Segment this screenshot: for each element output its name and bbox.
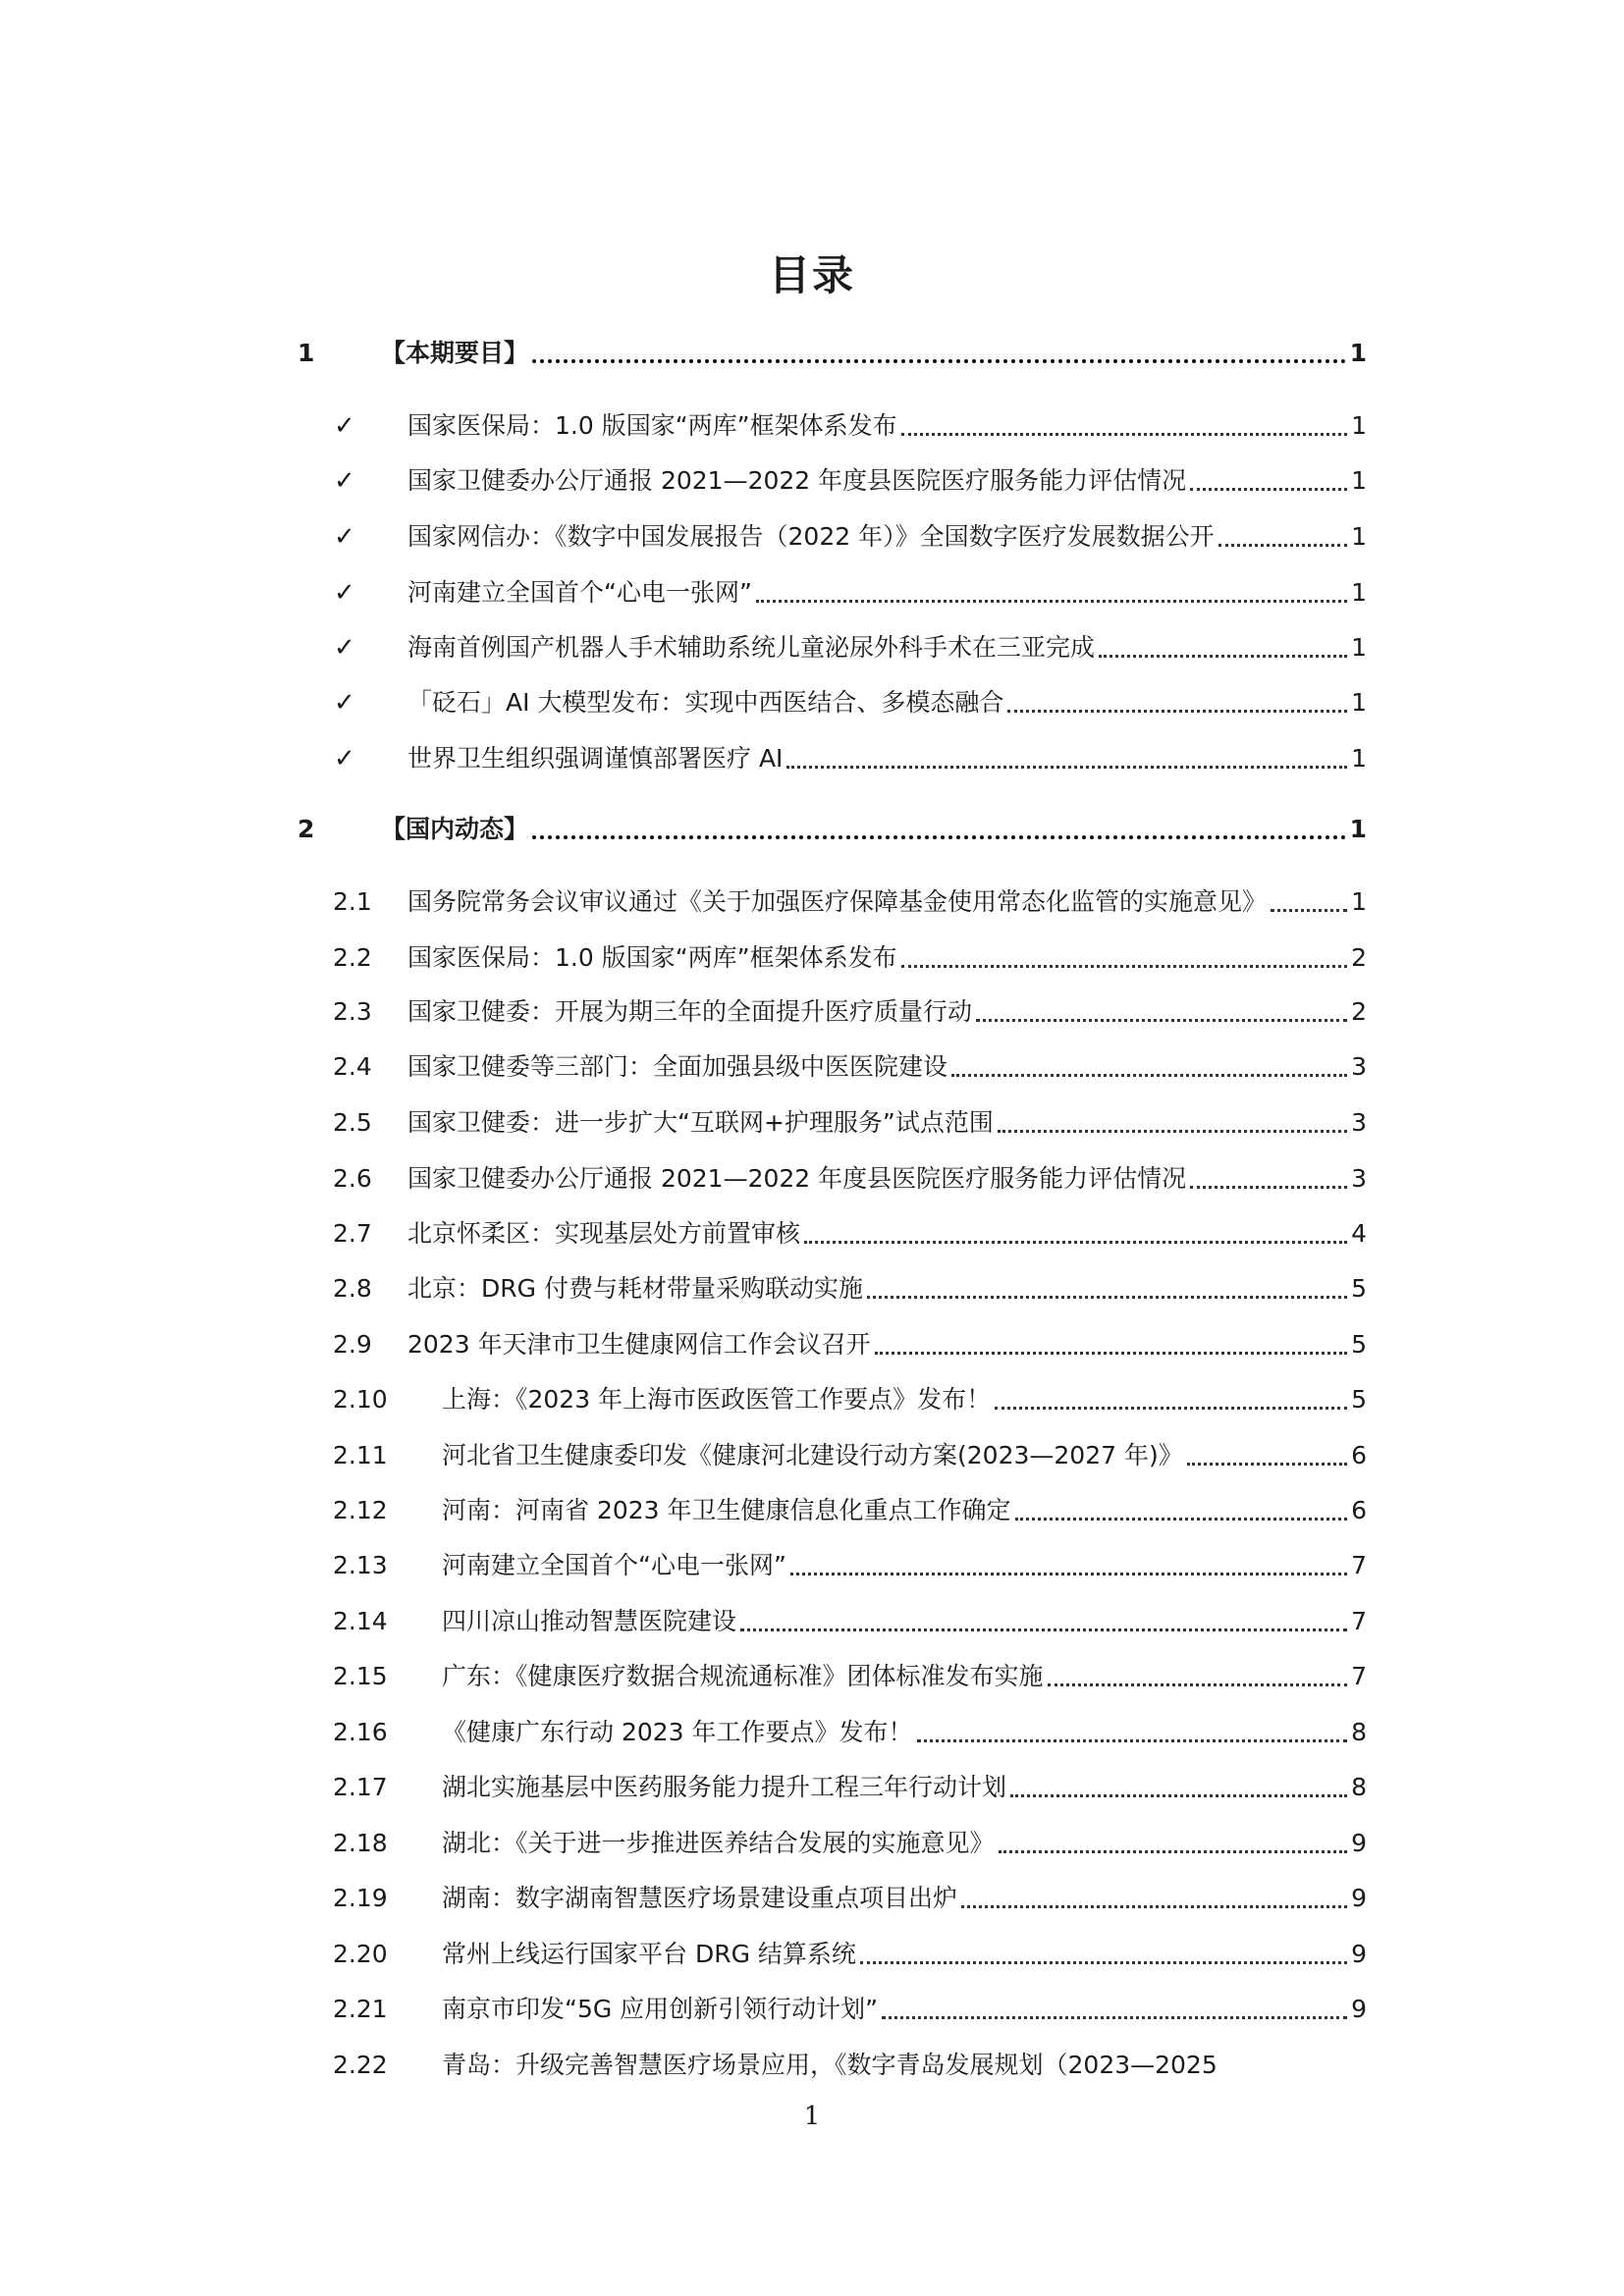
toc-entry-title: 湖南：数字湖南智慧医疗场景建设重点项目出炉 (442, 1884, 958, 1912)
dot-leader (875, 1352, 1348, 1355)
toc-entry-page: 1 (1351, 466, 1367, 495)
toc-entry[interactable] (0, 1214, 1624, 1254)
toc-entry-page: 6 (1351, 1441, 1367, 1469)
toc-entry-title: 国家网信办：《数字中国发展报告（2022 年）》全国数字医疗发展数据公开 (407, 522, 1215, 551)
toc-entry-page: 3 (1351, 1052, 1367, 1081)
toc-entry[interactable] (0, 1159, 1624, 1199)
toc-entry-title: 国家卫健委等三部门：全面加强县级中医医院建设 (407, 1052, 948, 1081)
dot-leader (882, 2016, 1347, 2019)
dot-leader (1015, 1518, 1348, 1521)
dot-leader (998, 1130, 1347, 1133)
toc-entry[interactable] (0, 1602, 1624, 1641)
toc-entry[interactable] (0, 1990, 1624, 2029)
toc-entry-number: 2.1 (333, 887, 372, 916)
toc-entry-title: 北京怀柔区：实现基层处方前置审核 (407, 1219, 801, 1248)
dot-leader (804, 1241, 1347, 1244)
toc-entry-page: 7 (1351, 1551, 1367, 1579)
toc-entry[interactable] (0, 1824, 1624, 1863)
toc-entry-number: 2.6 (333, 1164, 372, 1193)
toc-entry-number: 2.20 (333, 1940, 388, 1968)
toc-entry-page: 1 (1351, 688, 1367, 717)
dot-leader (786, 766, 1347, 769)
toc-entry[interactable] (0, 2046, 1624, 2085)
dot-leader (756, 600, 1347, 603)
toc-heading[interactable] (0, 334, 1624, 373)
toc-entry-page: 1 (1349, 815, 1367, 843)
toc-entry-title: 河北省卫生健康委印发《健康河北建设行动方案(2023—2027 年)》 (442, 1441, 1183, 1469)
toc-entry-number: 2.19 (333, 1884, 388, 1912)
toc-entry[interactable] (0, 1269, 1624, 1308)
toc-entry[interactable] (0, 628, 1624, 667)
toc-entry-number: 2.14 (333, 1607, 388, 1635)
dot-leader (1010, 1794, 1347, 1797)
toc-entry[interactable] (0, 1103, 1624, 1143)
page-title: 目录 (768, 251, 855, 299)
toc-entry-title: 北京：DRG 付费与耗材带量采购联动实施 (407, 1274, 863, 1303)
dot-leader (976, 1019, 1347, 1022)
toc-entry[interactable] (0, 683, 1624, 722)
toc-entry-title: 上海：《2023 年上海市医政医管工作要点》发布！ (442, 1385, 992, 1414)
check-mark-icon: ✓ (334, 466, 355, 496)
toc-entry[interactable] (0, 1713, 1624, 1752)
toc-entry-page: 1 (1351, 744, 1367, 773)
toc-entry[interactable] (0, 1436, 1624, 1475)
dot-leader (1048, 1683, 1348, 1686)
toc-entry-page: 1 (1351, 578, 1367, 607)
dot-leader (1218, 544, 1348, 547)
toc-entry-number: 2 (298, 815, 315, 843)
toc-entry-page: 2 (1351, 997, 1367, 1026)
dot-leader (532, 359, 1346, 363)
dot-leader (867, 1296, 1347, 1299)
dot-leader (999, 1850, 1348, 1853)
toc-entry[interactable] (0, 1546, 1624, 1585)
toc-entry[interactable] (0, 1879, 1624, 1918)
dot-leader (532, 835, 1346, 839)
toc-entry[interactable] (0, 1491, 1624, 1530)
toc-entry-page: 2 (1351, 943, 1367, 972)
toc-entry-number: 2.4 (333, 1052, 372, 1081)
toc-entry-title: 南京市印发“5G 应用创新引领行动计划” (442, 1995, 879, 2023)
toc-entry[interactable] (0, 406, 1624, 446)
toc-entry-title: 广东：《健康医疗数据合规流通标准》团体标准发布实施 (442, 1662, 1044, 1690)
toc-entry-title: 国家卫健委：进一步扩大“互联网+护理服务”试点范围 (407, 1108, 994, 1137)
toc-entry-title: 【本期要目】 (381, 339, 529, 367)
toc-entry-number: 2.10 (333, 1385, 388, 1414)
toc-entry-page: 7 (1351, 1607, 1367, 1635)
toc-entry-title: 【国内动态】 (381, 815, 529, 843)
toc-entry-title: 国家卫健委办公厅通报 2021—2022 年度县医院医疗服务能力评估情况 (407, 466, 1187, 495)
toc-entry-page: 4 (1351, 1219, 1367, 1248)
toc-entry-title: 国务院常务会议审议通过《关于加强医疗保障基金使用常态化监管的实施意见》 (407, 887, 1268, 916)
toc-entry-title: 海南首例国产机器人手术辅助系统儿童泌尿外科手术在三亚完成 (407, 633, 1096, 662)
toc-entry[interactable] (0, 573, 1624, 613)
toc-entry-page: 1 (1351, 522, 1367, 551)
toc-entry-title: 四川凉山推动智慧医院建设 (442, 1607, 737, 1635)
check-mark-icon: ✓ (334, 522, 355, 552)
dot-leader (1271, 909, 1347, 912)
toc-entry-title: 国家卫健委办公厅通报 2021—2022 年度县医院医疗服务能力评估情况 (407, 1164, 1187, 1193)
toc-entry-title: 青岛：升级完善智慧医疗场景应用，《数字青岛发展规划（2023—2025 (442, 2051, 1218, 2079)
toc-entry-page: 5 (1351, 1330, 1367, 1359)
toc-entry-number: 2.22 (333, 2051, 388, 2079)
toc-entry-title: 《健康广东行动 2023 年工作要点》发布！ (442, 1718, 913, 1746)
dot-leader (860, 1961, 1347, 1964)
toc-entry-number: 2.21 (333, 1995, 388, 2023)
toc-entry-page: 8 (1351, 1773, 1367, 1801)
toc-entry-title: 湖北实施基层中医药服务能力提升工程三年行动计划 (442, 1773, 1007, 1801)
toc-entry-number: 2.16 (333, 1718, 388, 1746)
toc-entry-number: 2.12 (333, 1496, 388, 1524)
dot-leader (951, 1074, 1347, 1077)
toc-entry-title: 世界卫生组织强调谨慎部署医疗 AI (407, 744, 784, 773)
dot-leader (917, 1739, 1348, 1742)
toc-entry-number: 2.2 (333, 943, 372, 972)
toc-entry-page: 1 (1351, 411, 1367, 440)
toc-entry-title: 2023 年天津市卫生健康网信工作会议召开 (407, 1330, 871, 1359)
toc-entry[interactable] (0, 1325, 1624, 1364)
toc-entry-number: 2.8 (333, 1274, 372, 1303)
toc-entry-page: 5 (1351, 1274, 1367, 1303)
toc-entry-number: 2.11 (333, 1441, 388, 1469)
toc-entry-title: 国家医保局：1.0 版国家“两库”框架体系发布 (407, 411, 897, 440)
toc-entry-title: 「砭石」AI 大模型发布：实现中西医结合、多模态融合 (407, 688, 1004, 717)
toc-entry-number: 2.13 (333, 1551, 388, 1579)
toc-entry-number: 1 (298, 339, 315, 367)
toc-entry[interactable] (0, 517, 1624, 557)
dot-leader (790, 1573, 1347, 1575)
toc-entry-number: 2.18 (333, 1829, 388, 1857)
check-mark-icon: ✓ (334, 744, 355, 774)
toc-entry[interactable] (0, 1935, 1624, 1974)
check-mark-icon: ✓ (334, 633, 355, 663)
toc-entry-page: 3 (1351, 1108, 1367, 1137)
toc-entry-number: 2.9 (333, 1330, 372, 1359)
toc-entry-page: 6 (1351, 1496, 1367, 1524)
toc-entry-number: 2.7 (333, 1219, 372, 1248)
toc-entry-page: 9 (1351, 1829, 1367, 1857)
toc-entry-title: 湖北：《关于进一步推进医养结合发展的实施意见》 (442, 1829, 995, 1857)
toc-entry-page: 1 (1351, 633, 1367, 662)
toc-entry-page: 9 (1351, 1884, 1367, 1912)
dot-leader (901, 965, 1347, 968)
dot-leader (740, 1629, 1347, 1631)
toc-entry-page: 3 (1351, 1164, 1367, 1193)
toc-entry-page: 8 (1351, 1718, 1367, 1746)
dot-leader (961, 1905, 1347, 1908)
toc-entry[interactable] (0, 461, 1624, 501)
toc-entry[interactable] (0, 992, 1624, 1032)
page-number: 1 (803, 2102, 821, 2131)
dot-leader (1007, 710, 1347, 713)
toc-entry-title: 国家医保局：1.0 版国家“两库”框架体系发布 (407, 943, 897, 972)
toc-entry-number: 2.17 (333, 1773, 388, 1801)
toc-entry-page: 9 (1351, 1940, 1367, 1968)
toc-entry[interactable] (0, 1047, 1624, 1087)
check-mark-icon: ✓ (334, 688, 355, 718)
dot-leader (901, 433, 1347, 436)
check-mark-icon: ✓ (334, 578, 355, 608)
toc-entry[interactable] (0, 882, 1624, 922)
toc-entry-number: 2.5 (333, 1108, 372, 1137)
toc-entry[interactable] (0, 1380, 1624, 1419)
toc-entry-page: 1 (1351, 887, 1367, 916)
toc-entry-page: 1 (1349, 339, 1367, 367)
dot-leader (1190, 1186, 1347, 1189)
dot-leader (1187, 1463, 1347, 1466)
dot-leader (1190, 488, 1347, 491)
toc-heading[interactable] (0, 810, 1624, 849)
dot-leader (995, 1407, 1347, 1410)
dot-leader (1099, 655, 1347, 658)
toc-entry-title: 河南：河南省 2023 年卫生健康信息化重点工作确定 (442, 1496, 1011, 1524)
toc-entry-title: 常州上线运行国家平台 DRG 结算系统 (442, 1940, 856, 1968)
toc-entry-number: 2.3 (333, 997, 372, 1026)
toc-entry-page: 9 (1351, 1995, 1367, 2023)
toc-entry-title: 河南建立全国首个“心电一张网” (407, 578, 752, 607)
check-mark-icon: ✓ (334, 411, 355, 441)
toc-entry[interactable] (0, 1768, 1624, 1807)
toc-entry-title: 河南建立全国首个“心电一张网” (442, 1551, 786, 1579)
toc-entry-number: 2.15 (333, 1662, 388, 1690)
toc-entry[interactable] (0, 1657, 1624, 1696)
toc-entry-page: 7 (1351, 1662, 1367, 1690)
toc-entry[interactable] (0, 739, 1624, 778)
toc-entry-title: 国家卫健委：开展为期三年的全面提升医疗质量行动 (407, 997, 973, 1026)
toc-entry-page: 5 (1351, 1385, 1367, 1414)
toc-entry[interactable] (0, 938, 1624, 978)
